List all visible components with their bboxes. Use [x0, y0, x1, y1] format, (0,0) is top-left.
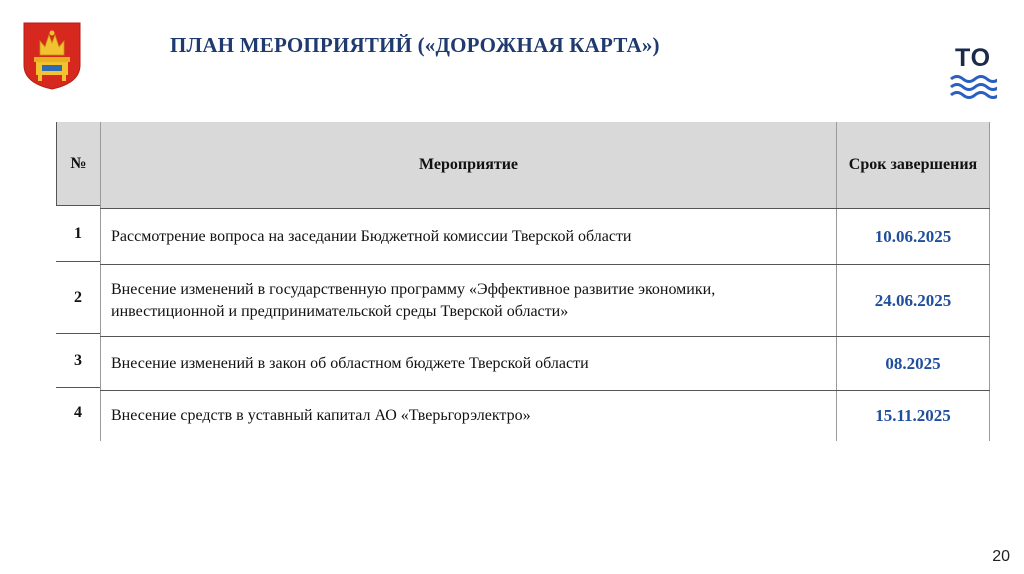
column-header-deadline [837, 122, 990, 209]
deadline-cell: 24.06.2025 [837, 265, 990, 337]
column-header-event: Мероприятие [101, 122, 837, 209]
coat-of-arms-icon [22, 21, 82, 91]
event-cell: Рассмотрение вопроса на заседании Бюджетной комиссии Тверской области [101, 209, 837, 265]
row-number: 3 [56, 334, 100, 388]
table-row [101, 391, 990, 441]
column-header-num: № [56, 122, 100, 206]
row-number: 4 [74, 404, 82, 421]
deadline-cell: 08.2025 [837, 337, 990, 391]
table-row [101, 209, 990, 265]
page-title: ПЛАН МЕРОПРИЯТИЙ («ДОРОЖНАЯ КАРТА») [170, 33, 660, 57]
roadmap-table [100, 122, 990, 441]
event-cell: Внесение изменений в закон об областном бюджете Тверской области [101, 337, 837, 391]
table-row [101, 265, 990, 337]
row-number: 1 [56, 206, 100, 262]
event-cell: Внесение изменений в государственную программу «Эффективное развитие экономики, инвестиционной и предпринимательской среды Тверской области» [101, 265, 837, 337]
logo-text: ТО [954, 44, 992, 72]
deadline-header-label: Срок завершения [848, 156, 978, 173]
number-column [56, 122, 100, 438]
deadline-cell: 10.06.2025 [837, 209, 990, 265]
row-number: 2 [56, 262, 100, 334]
table-row [101, 337, 990, 391]
to-waves-logo-icon [947, 44, 999, 106]
page-number: 20 [992, 548, 1010, 565]
event-cell: Внесение средств в уставный капитал АО «Тверьгорэлектро» [101, 391, 837, 441]
deadline-cell: 15.11.2025 [837, 391, 990, 441]
